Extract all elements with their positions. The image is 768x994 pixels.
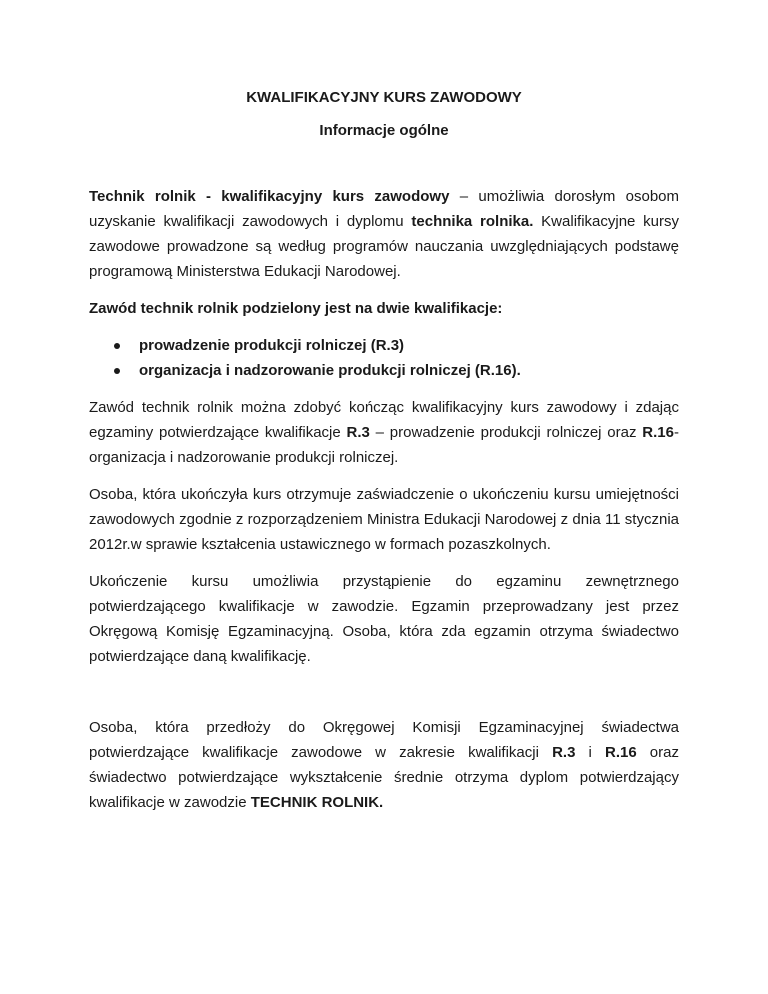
document-body bbox=[89, 80, 679, 827]
intro-bold-lead: Technik rolnik - kwalifikacyjny kurs zawodowy bbox=[89, 188, 450, 205]
document-subtitle: Informacje ogólne bbox=[319, 122, 449, 139]
diploma-profession: TECHNIK ROLNIK. bbox=[250, 794, 384, 811]
intro-text-2: Kwalifikacyjne kursy zawodowe prowadzone są według programów nauczania uwzględniających podstawę programową Ministerstwa Edukacji Narodowej. bbox=[89, 213, 680, 280]
exam-text-1: Zawód technik rolnik można zdobyć kończąc kwalifikacyjny kurs zawodowy i zdając egzaminy potwierdzające kwalifikacje bbox=[89, 399, 679, 441]
qualifications-list bbox=[89, 333, 679, 383]
qualification-r3: prowadzenie produkcji rolniczej (R.3) bbox=[139, 337, 405, 354]
intro-paragraph bbox=[89, 184, 679, 284]
list-item bbox=[89, 358, 679, 383]
bullet-icon bbox=[114, 343, 120, 349]
document-title: KWALIFIKACYJNY KURS ZAWODOWY bbox=[246, 89, 522, 106]
qualifications-heading: Zawód technik rolnik podzielony jest na dwie kwalifikacje: bbox=[89, 300, 503, 317]
diploma-text-2: i bbox=[575, 744, 605, 761]
qualification-r16: organizacja i nadzorowanie produkcji rolniczej (R.16). bbox=[139, 362, 521, 379]
paragraph-spacer bbox=[89, 681, 679, 715]
exam-text-3: - organizacja i nadzorowanie produkcji rolniczej. bbox=[89, 424, 679, 466]
diploma-text-1: Osoba, która przedłoży do Okręgowej Komisji Egzaminacyjnej świadectwa potwierdzające kwalifikacje zawodowe w zakresie kwalifikacji bbox=[89, 719, 679, 761]
exam-text-2: – prowadzenie produkcji rolniczej oraz bbox=[369, 424, 643, 441]
exam-code-r16: R.16 bbox=[642, 424, 674, 441]
exam-code-r3: R.3 bbox=[346, 424, 370, 441]
list-item bbox=[89, 333, 679, 358]
diploma-paragraph bbox=[89, 715, 679, 815]
exam-paragraph bbox=[89, 395, 679, 470]
completion-paragraph: Ukończenie kursu umożliwia przystąpienie do egzaminu zewnętrznego potwierdzającego kwalifikacje w zawodzie. Egzamin przeprowadzany jest przez Okręgową Komisję Egzaminacyjną. Osoba, która zda egzamin otrzyma świadectwo potwierdzające daną kwalifikację. bbox=[89, 573, 679, 665]
diploma-code-r3: R.3 bbox=[552, 744, 576, 761]
certificate-paragraph: Osoba, która ukończyła kurs otrzymuje zaświadczenie o ukończeniu kursu umiejętności zawodowych zgodnie z rozporządzeniem Ministra Edukacji Narodowej z dnia 11 stycznia 2012r.w sprawie kształcenia ustawicznego w formach pozaszkolnych. bbox=[89, 486, 679, 553]
intro-text-1: – umożliwia dorosłym osobom uzyskanie kwalifikacji zawodowych i dyplomu bbox=[89, 188, 680, 230]
diploma-text-3: oraz świadectwo potwierdzające wykształcenie średnie otrzyma dyplom potwierdzający kwalifikacje w zawodzie bbox=[89, 744, 679, 811]
intro-bold-mid: technika rolnika. bbox=[411, 213, 534, 230]
diploma-code-r16: R.16 bbox=[604, 744, 637, 761]
bullet-icon bbox=[114, 368, 120, 374]
